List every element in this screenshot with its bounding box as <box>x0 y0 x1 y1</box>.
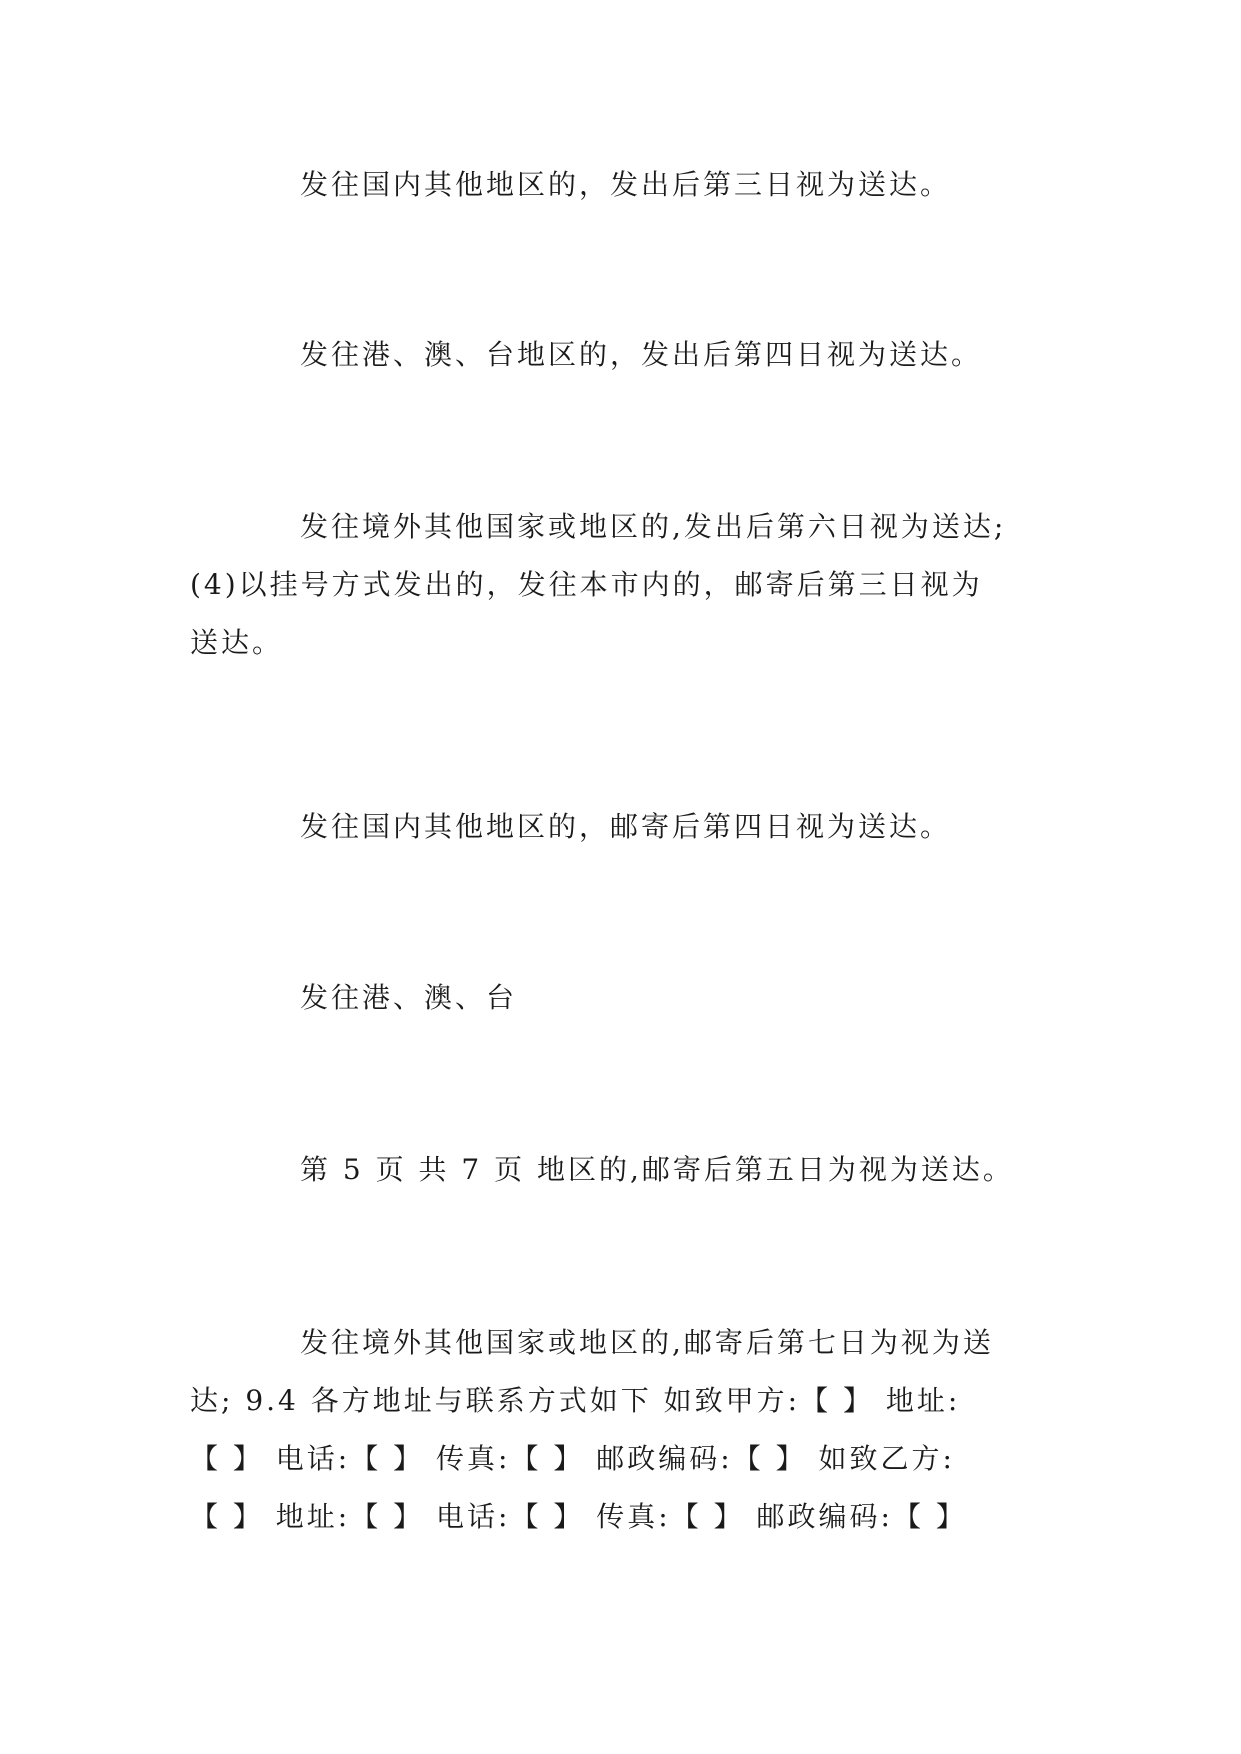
text-line: 【 】 电话:【 】 传真:【 】 邮政编码:【 】 如致乙方: <box>190 1442 955 1475</box>
text-line: 发往国内其他地区的，邮寄后第四日视为送达。 <box>300 810 952 843</box>
text-line: 发往境外其他国家或地区的,邮寄后第七日为视为送 <box>300 1326 994 1359</box>
text-line: 发往港、澳、台地区的，发出后第四日视为送达。 <box>300 338 983 371</box>
paragraph-domestic-mail <box>190 798 1070 856</box>
paragraph-hk-macau-taiwan-delivery <box>190 326 1070 384</box>
text-line: (4)以挂号方式发出的，发往本市内的，邮寄后第三日视为 <box>190 568 983 601</box>
paragraph-hk-macau-taiwan-fragment <box>190 969 1070 1027</box>
text-line: 送达。 <box>190 626 284 659</box>
text-line: 发往港、澳、台 <box>300 981 518 1014</box>
paragraph-overseas-delivery-registered-mail <box>190 498 1070 672</box>
paragraph-page-number-and-mail <box>190 1141 1070 1199</box>
text-line: 达; 9.4 各方地址与联系方式如下 如致甲方:【 】 地址: <box>190 1384 961 1417</box>
paragraph-domestic-delivery <box>190 156 1070 214</box>
paragraph-overseas-mail-and-contacts <box>190 1314 1070 1546</box>
text-line: 发往境外其他国家或地区的,发出后第六日视为送达; <box>300 510 1007 543</box>
text-line: 发往国内其他地区的，发出后第三日视为送达。 <box>300 168 952 201</box>
text-line: 【 】 地址:【 】 电话:【 】 传真:【 】 邮政编码:【 】 <box>190 1500 967 1533</box>
text-line: 第 5 页 共 7 页 地区的,邮寄后第五日为视为送达。 <box>300 1153 1014 1186</box>
